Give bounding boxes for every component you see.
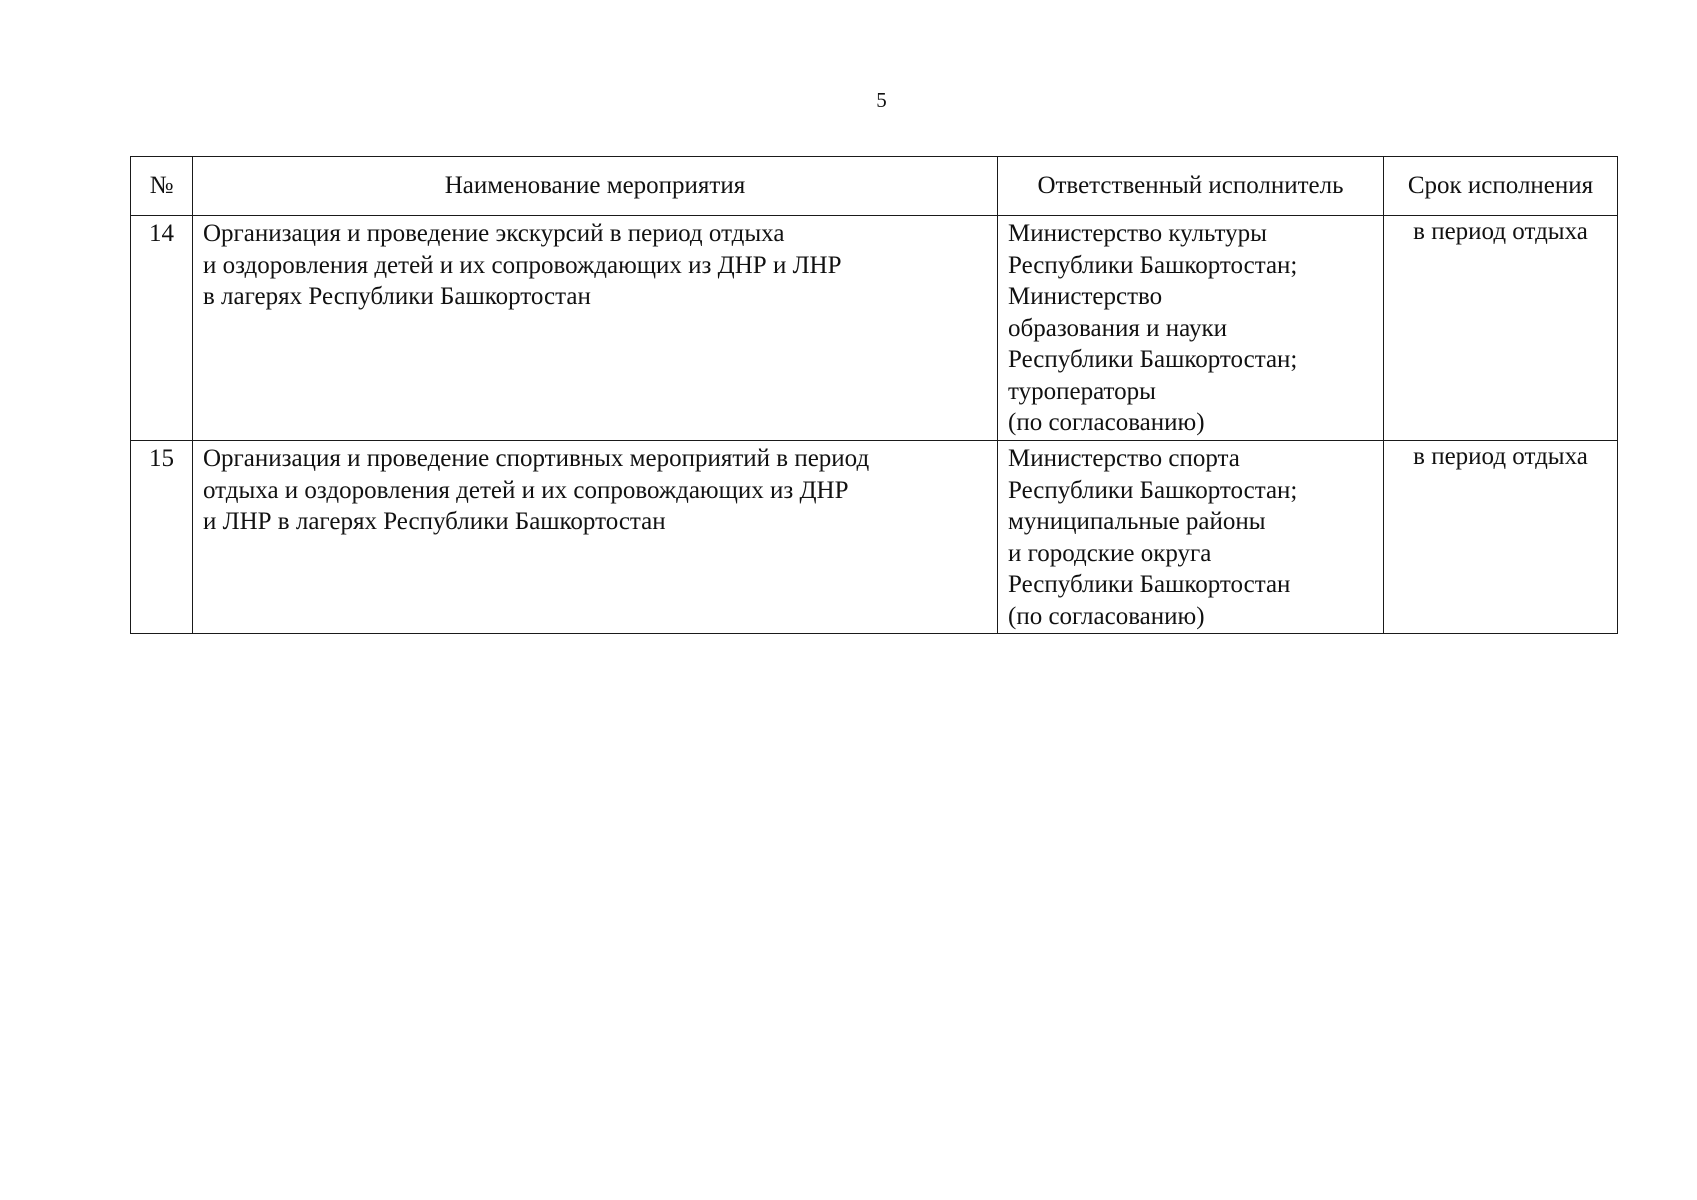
header-deadline: Срок исполнения — [1384, 157, 1618, 216]
header-activity-name: Наименование мероприятия — [193, 157, 998, 216]
table-header-row — [131, 157, 1618, 216]
responsible-line: Министерство — [1008, 283, 1163, 310]
responsible-line: Министерство культуры — [1008, 220, 1267, 247]
responsible-line: (по согласованию) — [1008, 409, 1205, 436]
activity-name-line: и оздоровления детей и их сопровождающих из ДНР и ЛНР — [203, 251, 842, 279]
activity-name-line: в лагерях Республики Башкортостан — [203, 283, 591, 310]
table-row — [131, 441, 1618, 634]
activity-name-line: отдыха и оздоровления детей и их сопровождающих из ДНР — [203, 476, 849, 504]
responsible-line: туроператоры — [1008, 377, 1156, 405]
activity-name — [193, 441, 998, 634]
responsible-line: Министерство спорта — [1008, 445, 1240, 472]
header-number: № — [131, 157, 193, 216]
responsible-line: и городские округа — [1008, 539, 1212, 567]
activity-name — [193, 216, 998, 441]
responsible-executor — [998, 441, 1384, 634]
activities-table — [130, 156, 1618, 634]
activity-name-line: Организация и проведение спортивных мероприятий в период — [203, 445, 870, 472]
header-responsible: Ответственный исполнитель — [998, 157, 1384, 216]
responsible-line: Республики Башкортостан; — [1008, 251, 1298, 279]
responsible-executor — [998, 216, 1384, 441]
responsible-line: муниципальные районы — [1008, 508, 1266, 535]
activity-name-line: и ЛНР в лагерях Республики Башкортостан — [203, 508, 666, 535]
deadline: в период отдыха — [1384, 216, 1618, 441]
row-number: 15 — [131, 441, 193, 634]
deadline: в период отдыха — [1384, 441, 1618, 634]
responsible-line: Республики Башкортостан; — [1008, 476, 1298, 504]
page-number: 5 — [876, 88, 887, 112]
activity-name-line: Организация и проведение экскурсий в период отдыха — [203, 220, 785, 247]
responsible-line: Республики Башкортостан — [1008, 571, 1291, 598]
row-number: 14 — [131, 216, 193, 441]
responsible-line: (по согласованию) — [1008, 602, 1205, 630]
responsible-line: Республики Башкортостан; — [1008, 346, 1298, 373]
table-row — [131, 216, 1618, 441]
responsible-line: образования и науки — [1008, 314, 1227, 342]
